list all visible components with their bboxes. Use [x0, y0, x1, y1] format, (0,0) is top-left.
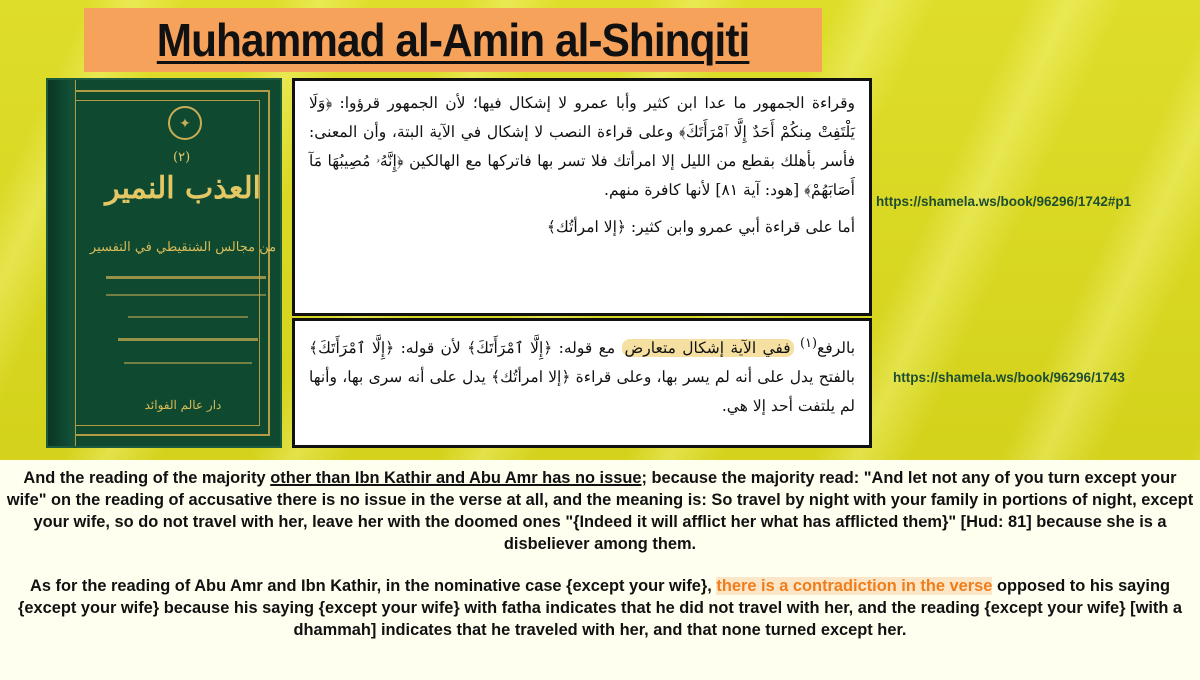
book-publisher: دار عالم الفوائد [144, 398, 222, 412]
highlighted-phrase: ففي الآية إشكال متعارض [622, 339, 794, 357]
book-cover-subtitle: من مجالس الشنقيطي في التفسير [89, 240, 277, 255]
highlighted-phrase: there is a contradiction in the verse [716, 577, 993, 595]
book-emblem-icon: ✦ [168, 106, 202, 140]
cover-divider [118, 338, 258, 341]
underlined-phrase: other than Ibn Kathir and Abu Amr has no issue [270, 469, 642, 487]
cover-divider [106, 294, 266, 296]
cover-divider [106, 276, 266, 279]
arabic-text: مع قوله: ﴿إِلَّا ٱمْرَأَتَكَ﴾ لأن قوله: ﴿إِلَّا ٱمْرَأَتَكَ﴾ بالفتح يدل على أنه لم يسر بها، وعلى قراءة ﴿إلا امرأتُك﴾ يدل على أنه سرى بها، وأنها لم يلتفت أحد إلا هي. [309, 339, 855, 416]
arabic-excerpt-2 [292, 318, 872, 448]
book-volume-number: (٢) [173, 150, 191, 165]
translation-text: And the reading of the majority [23, 469, 271, 487]
page-title: Muhammad al-Amin al-Shinqiti [156, 14, 750, 66]
arabic-paragraph [309, 329, 855, 421]
arabic-prefix: بالرفع [817, 339, 856, 358]
footnote-marker: (١) [800, 336, 818, 351]
source-link-2[interactable]: https://shamela.ws/book/96296/1743 [893, 370, 1125, 385]
arabic-paragraph: أما على قراءة أبي عمرو وابن كثير: ﴿إلا امرأتُك﴾ [546, 218, 855, 236]
translation-text: ; because the majority read: "And let not any of you turn except your wife" on the reading of accusative there is no issue in the verse at all, and the meaning is: So travel by night with your family in portions of night, except your wife, so do not travel with her, leave her with the doomed ones "{Indeed it will afflict her what has afflicted them}" [Hud: 81] because she is a disbeliever among them. [6, 469, 1194, 553]
translation-paragraph-2 [4, 575, 1196, 641]
cover-divider [124, 362, 252, 364]
source-link-1[interactable]: https://shamela.ws/book/96296/1742#p1 [876, 194, 1132, 209]
translation-text: As for the reading of Abu Amr and Ibn Kathir, in the nominative case {except your wife}, [30, 577, 717, 595]
title-banner [84, 8, 822, 72]
translation-paragraph-1 [4, 467, 1196, 555]
arabic-excerpt-1 [292, 78, 872, 316]
cover-divider [128, 316, 248, 318]
arabic-paragraph: وقراءة الجمهور ما عدا ابن كثير وأبا عمرو لا إشكال فيها؛ لأن الجمهور قرؤوا: ﴿وَلَا يَلْتَفِتْ مِنكُمْ أَحَدٌ إِلَّا ٱمْرَأَتَكَ﴾ وعلى قراءة النصب لا إشكال في الآية البتة، وأن المعنى: فأسر بأهلك بقطع من الليل إلا امرأتك فلا تسر بها فاتركها مع الهالكين ﴿إِنَّهُۥ مُصِيبُهَا مَآ أَصَابَهُمْ﴾ [هود: آية ٨١] لأنها كافرة منهم. [309, 94, 855, 199]
translation-box [0, 460, 1200, 680]
book-cover-image [46, 78, 282, 448]
book-cover-title: العذب النمير [105, 171, 261, 206]
translation-text: opposed to his saying {except your wife} because his saying {except your wife} with fatha indicates that he did not travel with her, and the reading {except your wife} [with a dhammah] indicates that he traveled with her, and that none turned except her. [17, 577, 1183, 639]
book-spine [48, 80, 76, 446]
